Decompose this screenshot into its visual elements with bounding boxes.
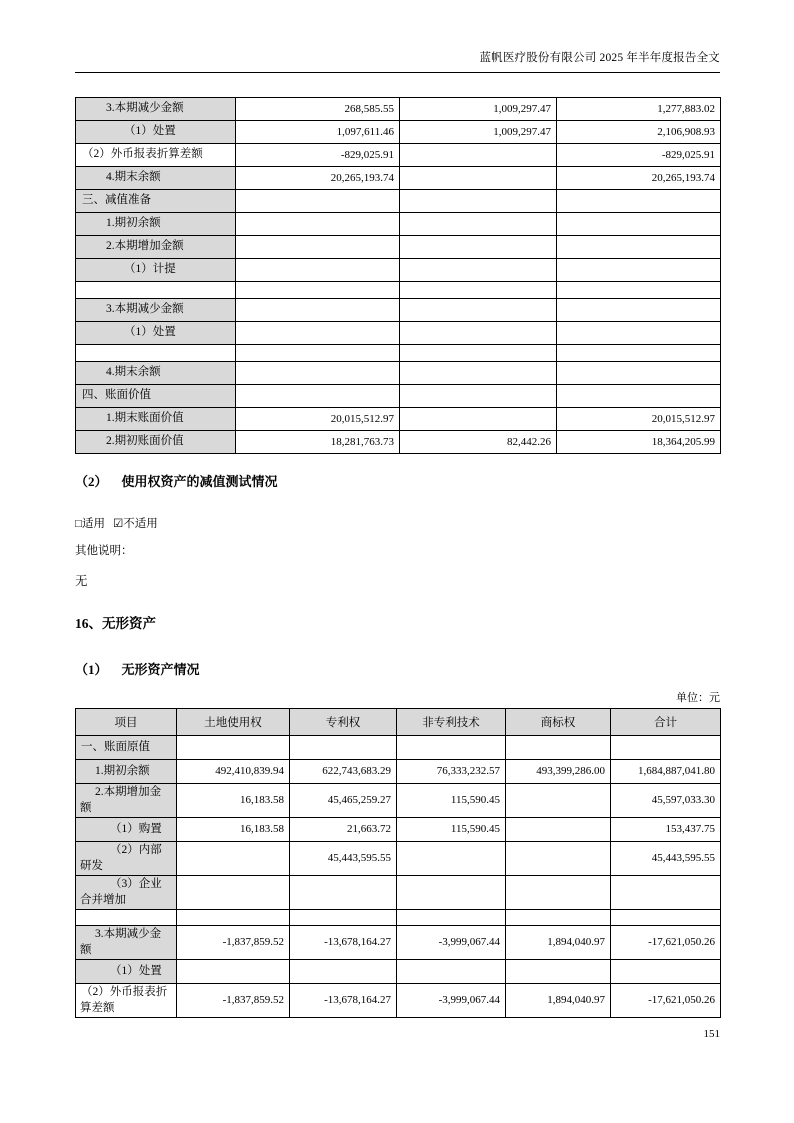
row-label: 3.本期减少金额 <box>76 926 177 960</box>
column-header-land-use-right: 土地使用权 <box>177 709 290 736</box>
impairment-test-heading <box>75 471 720 490</box>
row-label: 4.期末余额 <box>76 362 236 385</box>
value-cell <box>506 876 611 910</box>
column-header-non-patent-tech: 非专利技术 <box>397 709 506 736</box>
value-cell: 18,364,205.99 <box>557 431 721 454</box>
value-cell <box>236 322 400 345</box>
value-cell: 20,015,512.97 <box>557 408 721 431</box>
value-cell: -17,621,050.26 <box>611 926 721 960</box>
value-cell <box>236 345 400 362</box>
right-of-use-assets-table <box>75 97 721 454</box>
value-cell <box>236 190 400 213</box>
table-row <box>76 236 721 259</box>
value-cell: 1,684,887,041.80 <box>611 760 721 784</box>
value-cell: 45,465,259.27 <box>290 784 397 818</box>
table-row <box>76 842 721 876</box>
value-cell: 16,183.58 <box>177 784 290 818</box>
row-label: （1）处置 <box>76 121 236 144</box>
value-cell <box>400 282 557 299</box>
value-cell <box>236 213 400 236</box>
value-cell <box>236 385 400 408</box>
intangible-assets-table-body <box>76 736 721 1018</box>
table-row <box>76 926 721 960</box>
value-cell <box>400 167 557 190</box>
column-header-item: 项目 <box>76 709 177 736</box>
row-label: 4.期末余额 <box>76 167 236 190</box>
heading-text: 使用权资产的减值测试情况 <box>121 474 278 489</box>
row-label: （1）计提 <box>76 259 236 282</box>
row-label: （2）外币报表折算差额 <box>76 144 236 167</box>
table-row <box>76 385 721 408</box>
value-cell: -13,678,164.27 <box>290 984 397 1018</box>
row-label: （1）处置 <box>76 960 177 984</box>
value-cell <box>506 960 611 984</box>
value-cell <box>236 299 400 322</box>
value-cell: 115,590.45 <box>397 784 506 818</box>
row-label <box>76 282 236 299</box>
value-cell: 1,009,297.47 <box>400 121 557 144</box>
value-cell <box>177 736 290 760</box>
value-cell <box>290 960 397 984</box>
value-cell <box>557 213 721 236</box>
value-cell: 45,443,595.55 <box>290 842 397 876</box>
value-cell: 76,333,232.57 <box>397 760 506 784</box>
heading-number: （2） <box>75 474 108 489</box>
row-label: 2.期初账面价值 <box>76 431 236 454</box>
row-label: 2.本期增加金额 <box>76 784 177 818</box>
value-cell <box>177 960 290 984</box>
value-cell <box>557 345 721 362</box>
value-cell <box>506 818 611 842</box>
value-cell <box>290 910 397 926</box>
row-label: 2.本期增加金额 <box>76 236 236 259</box>
table-row <box>76 121 721 144</box>
value-cell: 492,410,839.94 <box>177 760 290 784</box>
spacer-row <box>76 282 721 299</box>
intangible-assets-heading: 16、无形资产 <box>75 616 156 631</box>
table-row <box>76 322 721 345</box>
value-cell: 1,894,040.97 <box>506 926 611 960</box>
value-cell <box>397 876 506 910</box>
value-cell: -1,837,859.52 <box>177 926 290 960</box>
value-cell <box>236 282 400 299</box>
row-label: （2）外币报表折算差额 <box>76 984 177 1018</box>
row-label: （3）企业合并增加 <box>76 876 177 910</box>
value-cell <box>400 299 557 322</box>
value-cell <box>400 144 557 167</box>
value-cell: 1,097,611.46 <box>236 121 400 144</box>
table-row <box>76 736 721 760</box>
table-row <box>76 960 721 984</box>
column-header-patent-right: 专利权 <box>290 709 397 736</box>
value-cell: 18,281,763.73 <box>236 431 400 454</box>
checkbox-unchecked-icon: □ <box>75 518 82 530</box>
value-cell <box>397 736 506 760</box>
table-row <box>76 98 721 121</box>
value-cell: 1,009,297.47 <box>400 98 557 121</box>
row-label: 1.期初余额 <box>76 760 177 784</box>
value-cell <box>611 910 721 926</box>
value-cell <box>177 876 290 910</box>
value-cell: 21,663.72 <box>290 818 397 842</box>
value-cell <box>397 842 506 876</box>
row-label: 3.本期减少金额 <box>76 98 236 121</box>
value-cell <box>400 345 557 362</box>
value-cell <box>557 282 721 299</box>
row-label: （1）处置 <box>76 322 236 345</box>
intangible-assets-sub-heading <box>75 659 720 678</box>
table-row <box>76 876 721 910</box>
value-cell <box>611 876 721 910</box>
value-cell: -3,999,067.44 <box>397 984 506 1018</box>
value-cell: 16,183.58 <box>177 818 290 842</box>
value-cell <box>506 842 611 876</box>
row-label: 1.期初余额 <box>76 213 236 236</box>
table-row <box>76 144 721 167</box>
value-cell: -1,837,859.52 <box>177 984 290 1018</box>
value-cell: -3,999,067.44 <box>397 926 506 960</box>
value-cell: 493,399,286.00 <box>506 760 611 784</box>
value-cell <box>400 259 557 282</box>
table-row <box>76 259 721 282</box>
value-cell <box>557 385 721 408</box>
value-cell <box>506 736 611 760</box>
value-cell <box>397 910 506 926</box>
value-cell: 622,743,683.29 <box>290 760 397 784</box>
value-cell <box>177 842 290 876</box>
value-cell: 268,585.55 <box>236 98 400 121</box>
spacer-row <box>76 910 721 926</box>
row-label <box>76 345 236 362</box>
value-cell: 45,597,033.30 <box>611 784 721 818</box>
value-cell <box>557 299 721 322</box>
value-cell <box>611 960 721 984</box>
heading-text: 无形资产情况 <box>121 662 200 677</box>
row-label: 3.本期减少金额 <box>76 299 236 322</box>
row-label: （2）内部研发 <box>76 842 177 876</box>
other-notes-label: 其他说明： <box>75 545 133 557</box>
value-cell: 45,443,595.55 <box>611 842 721 876</box>
intangible-table-header-row <box>76 709 721 736</box>
table-row <box>76 408 721 431</box>
value-cell: 1,894,040.97 <box>506 984 611 1018</box>
table-row <box>76 984 721 1018</box>
value-cell <box>400 213 557 236</box>
value-cell: -13,678,164.27 <box>290 926 397 960</box>
spacer-row <box>76 345 721 362</box>
value-cell: 115,590.45 <box>397 818 506 842</box>
value-cell <box>177 910 290 926</box>
value-cell <box>236 362 400 385</box>
other-notes-value: 无 <box>75 574 88 588</box>
value-cell <box>400 236 557 259</box>
value-cell <box>290 876 397 910</box>
row-label <box>76 910 177 926</box>
value-cell <box>557 362 721 385</box>
column-header-total: 合计 <box>611 709 721 736</box>
heading-number: （1） <box>75 662 108 677</box>
table-row <box>76 190 721 213</box>
right-of-use-assets-table-body <box>76 98 721 454</box>
value-cell <box>236 259 400 282</box>
table-row <box>76 362 721 385</box>
value-cell <box>506 910 611 926</box>
value-cell <box>400 408 557 431</box>
value-cell <box>400 385 557 408</box>
page-content <box>75 0 720 1018</box>
table-row <box>76 299 721 322</box>
value-cell <box>557 322 721 345</box>
table-row <box>76 784 721 818</box>
value-cell <box>400 362 557 385</box>
page-number: 151 <box>703 1028 720 1040</box>
value-cell <box>506 784 611 818</box>
row-label: 四、账面价值 <box>76 385 236 408</box>
value-cell: 20,015,512.97 <box>236 408 400 431</box>
column-header-trademark-right: 商标权 <box>506 709 611 736</box>
checkbox-checked-icon: ☑ <box>112 518 124 530</box>
value-cell: 20,265,193.74 <box>557 167 721 190</box>
row-label: 三、减值准备 <box>76 190 236 213</box>
table-row <box>76 431 721 454</box>
intangible-assets-table <box>75 708 721 1018</box>
value-cell: -17,621,050.26 <box>611 984 721 1018</box>
unit-label: 单位：元 <box>676 692 720 704</box>
value-cell <box>400 322 557 345</box>
table-row <box>76 167 721 190</box>
value-cell: 20,265,193.74 <box>236 167 400 190</box>
report-header-title: 蓝帆医疗股份有限公司 2025 年半年度报告全文 <box>479 52 720 64</box>
row-label: 一、账面原值 <box>76 736 177 760</box>
applicability-line <box>75 515 720 531</box>
value-cell <box>236 236 400 259</box>
value-cell <box>290 736 397 760</box>
row-label: （1）购置 <box>76 818 177 842</box>
applicable-label: 适用 <box>81 518 105 530</box>
row-label: 1.期末账面价值 <box>76 408 236 431</box>
value-cell <box>557 236 721 259</box>
value-cell: 82,442.26 <box>400 431 557 454</box>
value-cell <box>397 960 506 984</box>
value-cell <box>400 190 557 213</box>
value-cell: -829,025.91 <box>557 144 721 167</box>
header-divider <box>75 72 720 73</box>
value-cell <box>611 736 721 760</box>
value-cell: 153,437.75 <box>611 818 721 842</box>
table-row <box>76 760 721 784</box>
value-cell: 2,106,908.93 <box>557 121 721 144</box>
table-row <box>76 818 721 842</box>
table-row <box>76 213 721 236</box>
value-cell <box>557 190 721 213</box>
value-cell: 1,277,883.02 <box>557 98 721 121</box>
value-cell: -829,025.91 <box>236 144 400 167</box>
value-cell <box>557 259 721 282</box>
not-applicable-label: 不适用 <box>123 518 158 530</box>
